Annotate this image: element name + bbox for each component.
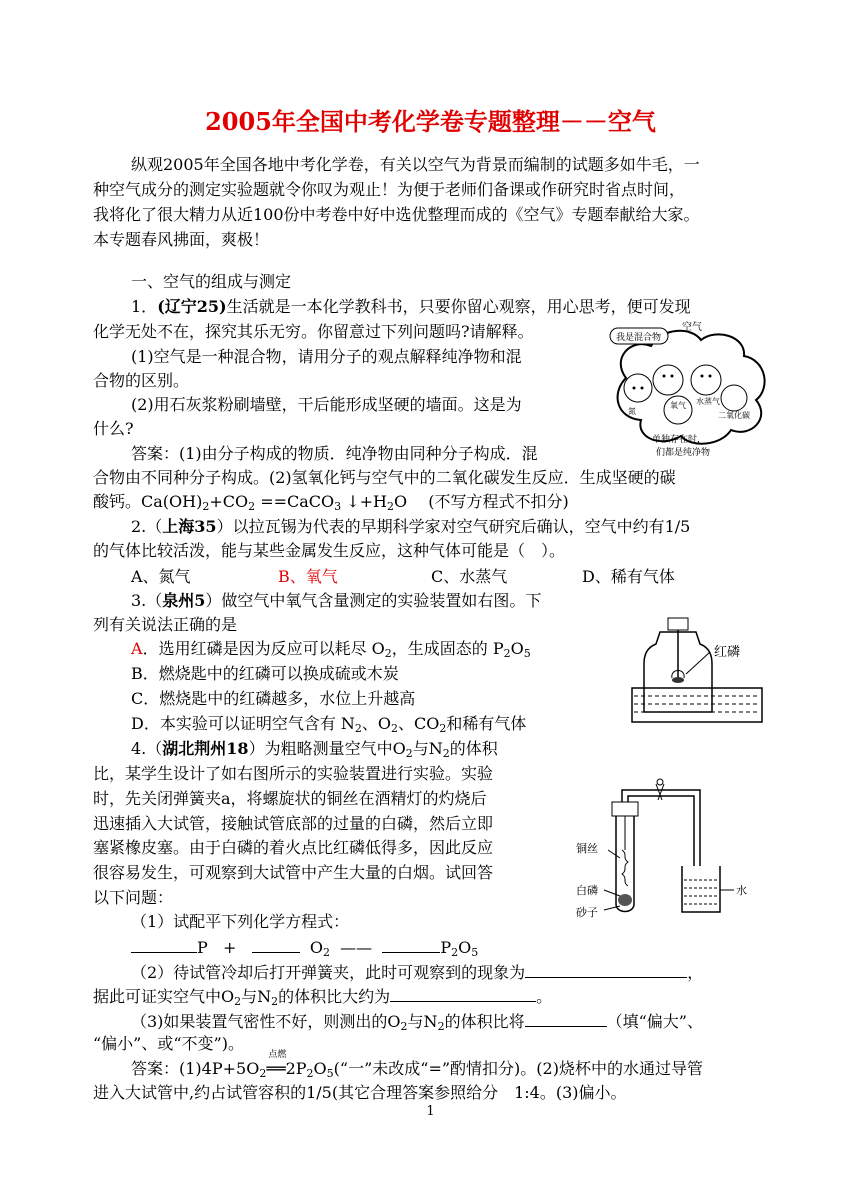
fig-label-bottom1: 单独存在时， xyxy=(652,435,707,445)
white-phosphorus-apparatus-figure xyxy=(572,770,772,920)
q4-sub3: （3)如果装置气密性不好，则测出的$O_2$与$N_2$的体积比将 （填“偏大”、 xyxy=(131,1012,703,1033)
q4-equation: P + $O_2$ —— $P_2O_5$ xyxy=(131,936,478,958)
fig-label-red-phosphorus: 红磷 xyxy=(714,645,741,660)
q4-text: 时，先关闭弹簧夹a，将螺旋状的铜丝在酒精灯的灼烧后 xyxy=(93,789,487,808)
q3-line2: 列有关说法正确的是 xyxy=(93,615,238,634)
page-number: 1 xyxy=(426,1104,435,1119)
q4-answer: 答案：$(1)4P+5O_2$ 点燃 $══2P_2O_5(“$一”未改成“=”酌情扣分)。(2)烧杯中的水通过导管 xyxy=(131,1050,703,1080)
q4-sub2: 据此可证实空气中$O_2$与$N_2$的体积比大约为 。 xyxy=(93,987,553,1008)
fig-label-sand: 砂子 xyxy=(576,906,598,919)
q4-answer: 进入大试管中,约占试管容积的1/5(其它合理答案参照给分 1:4。(3)偏小。 xyxy=(93,1083,627,1102)
q1-part2: (2)用石灰浆粉刷墙壁，干后能形成坚硬的墙面。这是为 xyxy=(131,395,522,414)
q2-option-c: C、水蒸气 xyxy=(431,567,508,586)
blank[interactable] xyxy=(525,1010,607,1027)
fig-label-white-phosphorus: 白磷 xyxy=(576,884,598,897)
q2-option-a: A、氮气 xyxy=(131,567,191,586)
blank[interactable] xyxy=(131,936,197,953)
intro-line: 纵观2005年全国各地中考化学卷，有关以空气为背景而编制的试题多如牛毛，一 xyxy=(131,155,700,174)
q1-part1: (1)空气是一种混合物，请用分子的观点解释纯净物和混 xyxy=(131,347,522,366)
q3-option-c: C．燃烧匙中的红磷越多，水位上升越高 xyxy=(131,689,416,708)
fig-label-mix: 我是混合物 xyxy=(616,333,662,343)
q3-option-a: A．选用红磷是因为反应可以耗尽 $O_2$，生成固态的 $P_2O_5$ xyxy=(131,639,531,660)
q2-option-b: B、氧气 xyxy=(278,567,338,586)
blank[interactable] xyxy=(525,961,687,978)
q1-line1: 1．(辽宁25)生活就是一本化学教科书，只要你留心观察，用心思考，便可发现 xyxy=(131,297,691,316)
blank[interactable] xyxy=(382,936,440,953)
fig-label-water: 水 xyxy=(736,884,747,897)
air-mixture-illustration xyxy=(606,318,778,462)
fig-label-co2: 二氧化碳 xyxy=(718,411,750,420)
fig-label-air: 空气 xyxy=(682,322,702,333)
q1-answer: 答案：(1)由分子构成的物质．纯净物由同种分子构成．混 xyxy=(131,444,538,463)
section-heading: 一、空气的组成与测定 xyxy=(131,272,292,291)
q4-text: 塞紧橡皮塞。由于白磷的着火点比红磷低得多，因此反应 xyxy=(93,838,494,857)
q1-line2: 化学无处不在，探究其乐无穷。你留意过下列问题吗?请解释。 xyxy=(93,322,534,341)
q1-answer: 酸钙。$Ca(OH)_2+CO_2$ ==CaCO$_3$ $↓+H_2O$ (不写方程式不扣分) xyxy=(93,492,569,513)
q3-option-d: D．本实验可以证明空气含有 $N_2$、$O_2$、$CO_2$和稀有气体 xyxy=(131,714,527,735)
fig-label-o2: 氧气 xyxy=(670,401,686,410)
fig-label-bottom2: 们都是纯净物 xyxy=(656,448,711,458)
intro-line: 本专题春风拂面，爽极！ xyxy=(93,230,270,249)
q2-option-d: D、稀有气体 xyxy=(582,567,675,586)
q1-part1: 合物的区别。 xyxy=(93,371,190,390)
red-phosphorus-apparatus-figure xyxy=(630,616,770,726)
intro-line: 我将化了很大精力从近100份中考卷中好中选优整理而成的《空气》专题奉献给大家。 xyxy=(93,205,700,224)
q1-part2: 什么? xyxy=(93,419,134,438)
q3-line1: 3.（泉州5）做空气中氧气含量测定的实验装置如右图。下 xyxy=(131,591,542,610)
q4-sub2: （2）待试管冷却后打开弹簧夹，此时可观察到的现象为 ， xyxy=(131,963,704,982)
q4-text: 以下问题： xyxy=(93,888,174,907)
q4-line1: 4.（湖北荆州18）为粗略测量空气中$O_2$与$N_2$的体积 xyxy=(131,739,498,760)
fig-label-copper: 铜丝 xyxy=(576,842,598,855)
q3-option-b: B．燃烧匙中的红磷可以换成硫或木炭 xyxy=(131,664,399,683)
q4-text: 比，某学生设计了如右图所示的实验装置进行实验。实验 xyxy=(93,764,494,783)
q4-sub1: （1）试配平下列化学方程式： xyxy=(131,912,350,931)
q2-line2: 的气体比较活泼，能与某些金属发生反应，这种气体可能是（ ）。 xyxy=(93,541,566,560)
q4-text: 迅速插入大试管，接触试管底部的过量的白磷，然后立即 xyxy=(93,814,494,833)
blank[interactable] xyxy=(252,936,300,953)
intro-line: 种空气成分的测定实验题就令你叹为观止！为便于老师们备课或作研究时省点时间， xyxy=(93,180,686,199)
q4-text: 很容易发生，可观察到大试管中产生大量的白烟。试回答 xyxy=(93,863,494,882)
q1-answer: 合物由不同种分子构成。(2)氢氧化钙与空气中的二氧化碳发生反应．生成坚硬的碳 xyxy=(93,468,676,487)
q4-sub3: “偏小”、或“不变”)。 xyxy=(93,1034,244,1053)
blank[interactable] xyxy=(390,985,536,1002)
q2-line1: 2.（上海35）以拉瓦锡为代表的早期科学家对空气研究后确认，空气中约有1/5 xyxy=(131,517,691,536)
page-title: 2005年全国中考化学卷专题整理－－空气 xyxy=(205,107,656,136)
fig-label-h2o: 水蒸气 xyxy=(696,397,720,406)
fig-label-n2: 氮 xyxy=(628,407,636,416)
